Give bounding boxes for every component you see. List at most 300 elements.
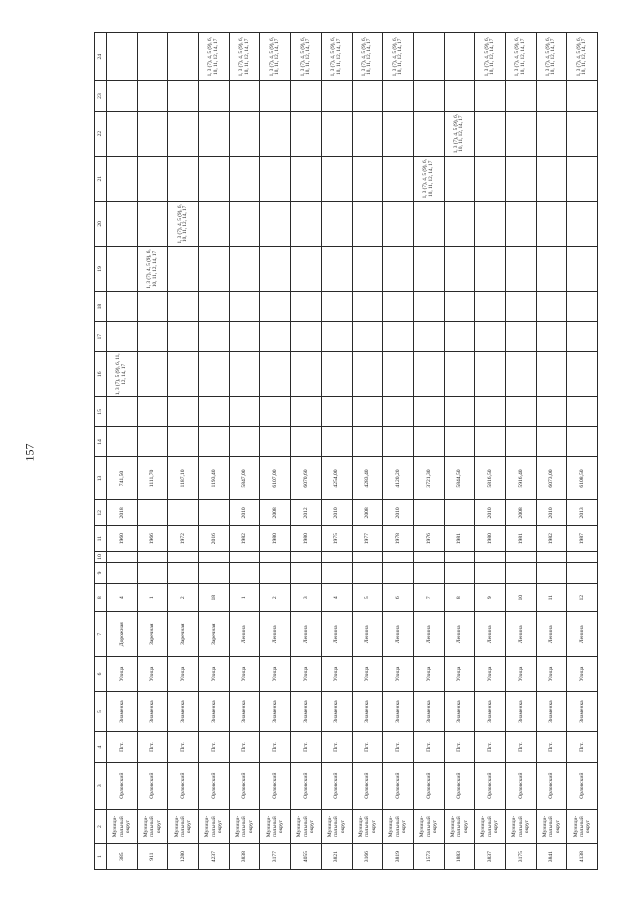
empty-cell-17 [199, 322, 230, 352]
empty-cell-15 [168, 397, 199, 427]
empty-cell-14 [567, 427, 598, 457]
year-built: 1960 [107, 526, 138, 552]
empty-cell-9 [229, 562, 260, 583]
record-id: 4237 [199, 844, 230, 870]
settlement-name: Знаменка [168, 691, 199, 732]
empty-cell-20 [413, 201, 444, 246]
year-updated: 2008 [352, 500, 383, 526]
empty-cell-19 [536, 246, 567, 291]
year-built: 1980 [291, 526, 322, 552]
table-row [260, 33, 291, 870]
street-name: Ленина [505, 612, 536, 657]
record-id: 3838 [229, 844, 260, 870]
district-name: Орловский [229, 762, 260, 809]
empty-cell-19 [229, 246, 260, 291]
municipality-type: Муници-пальный округ [168, 809, 199, 843]
empty-cell-17 [291, 322, 322, 352]
empty-cell-23 [107, 81, 138, 111]
empty-cell-19 [567, 246, 598, 291]
settlement-name: Знаменка [291, 691, 322, 732]
table-row [413, 33, 444, 870]
work-types-note: 1, 3 (7), 4, 5 (9), 6, 10, 11, 12, 14, 17 [567, 33, 598, 81]
street-type: Улица [321, 657, 352, 691]
empty-cell-23 [505, 81, 536, 111]
street-name: Ленина [567, 612, 598, 657]
empty-cell-15 [444, 397, 475, 427]
empty-cell-18 [475, 292, 506, 322]
empty-cell-16 [229, 352, 260, 397]
settlement-type: Пгт. [137, 732, 168, 762]
floor-area: 6108,50 [567, 457, 598, 500]
floor-area: 5916,40 [505, 457, 536, 500]
empty-cell-23 [137, 81, 168, 111]
house-number: 11 [536, 584, 567, 612]
year-updated [413, 500, 444, 526]
settlement-type: Пгт. [321, 732, 352, 762]
year-built: 2016 [199, 526, 230, 552]
floor-area: 5847,00 [229, 457, 260, 500]
empty-cell-24 [444, 33, 475, 81]
record-id: 385 [107, 844, 138, 870]
empty-cell-9 [260, 562, 291, 583]
empty-cell-21 [475, 156, 506, 201]
empty-cell-16 [383, 352, 414, 397]
column-header-6: 6 [95, 657, 107, 691]
year-updated: 2010 [475, 500, 506, 526]
house-number: 4 [321, 584, 352, 612]
year-updated: 2013 [567, 500, 598, 526]
empty-cell-24 [413, 33, 444, 81]
empty-cell-19 [352, 246, 383, 291]
empty-cell-21 [137, 156, 168, 201]
column-header-17: 17 [95, 322, 107, 352]
empty-cell-10 [413, 552, 444, 563]
column-header-9: 9 [95, 562, 107, 583]
empty-cell-14 [168, 427, 199, 457]
municipality-type: Муници-пальный округ [413, 809, 444, 843]
empty-cell-18 [168, 292, 199, 322]
settlement-type: Пгт. [383, 732, 414, 762]
street-type: Улица [536, 657, 567, 691]
floor-area: 4283,40 [352, 457, 383, 500]
empty-cell-15 [352, 397, 383, 427]
column-header-21: 21 [95, 156, 107, 201]
empty-cell-9 [567, 562, 598, 583]
house-number: 10 [505, 584, 536, 612]
column-header-2: 2 [95, 809, 107, 843]
record-id: 3837 [475, 844, 506, 870]
street-type: Улица [137, 657, 168, 691]
record-id: 4055 [291, 844, 322, 870]
work-types-note: 1, 3 (7), 4, 5 (9), 6, 10, 11, 12, 14, 17 [444, 111, 475, 156]
empty-cell-18 [567, 292, 598, 322]
empty-cell-23 [444, 81, 475, 111]
empty-cell-22 [536, 111, 567, 156]
year-updated: 2008 [260, 500, 291, 526]
empty-cell-18 [199, 292, 230, 322]
empty-cell-16 [321, 352, 352, 397]
floor-area: 6070,60 [291, 457, 322, 500]
empty-cell-16 [199, 352, 230, 397]
column-number-row [95, 33, 107, 870]
settlement-name: Знаменка [413, 691, 444, 732]
municipality-type: Муници-пальный округ [229, 809, 260, 843]
empty-cell-17 [321, 322, 352, 352]
empty-cell-18 [321, 292, 352, 322]
street-name: Ленина [260, 612, 291, 657]
year-built: 1978 [383, 526, 414, 552]
floor-area: 6073,00 [536, 457, 567, 500]
street-type: Улица [413, 657, 444, 691]
floor-area: 741,50 [107, 457, 138, 500]
empty-cell-20 [321, 201, 352, 246]
empty-cell-24 [168, 33, 199, 81]
empty-cell-15 [229, 397, 260, 427]
record-id: 1280 [168, 844, 199, 870]
empty-cell-23 [475, 81, 506, 111]
empty-cell-9 [168, 562, 199, 583]
settlement-type: Пгт. [107, 732, 138, 762]
empty-cell-10 [107, 552, 138, 563]
empty-cell-21 [352, 156, 383, 201]
empty-cell-24 [137, 33, 168, 81]
empty-cell-23 [229, 81, 260, 111]
empty-cell-17 [229, 322, 260, 352]
street-type: Улица [475, 657, 506, 691]
house-number: 12 [567, 584, 598, 612]
column-header-22: 22 [95, 111, 107, 156]
empty-cell-20 [199, 201, 230, 246]
empty-cell-15 [413, 397, 444, 427]
street-type: Улица [444, 657, 475, 691]
district-name: Орловский [475, 762, 506, 809]
settlement-type: Пгт. [229, 732, 260, 762]
district-name: Орловский [505, 762, 536, 809]
house-number: 9 [475, 584, 506, 612]
empty-cell-17 [536, 322, 567, 352]
empty-cell-14 [321, 427, 352, 457]
municipality-type: Муници-пальный округ [536, 809, 567, 843]
year-updated: 2010 [383, 500, 414, 526]
column-header-11: 11 [95, 526, 107, 552]
table-row [536, 33, 567, 870]
empty-cell-10 [567, 552, 598, 563]
empty-cell-23 [567, 81, 598, 111]
empty-cell-19 [383, 246, 414, 291]
work-types-note: 1, 3 (7), 4, 5 (9), 6, 10, 11, 12, 14, 17 [260, 33, 291, 81]
settlement-name: Знаменка [444, 691, 475, 732]
street-name: Ленина [444, 612, 475, 657]
table-row [444, 33, 475, 870]
year-built: 1966 [137, 526, 168, 552]
work-types-note: 1, 3 (7), 4, 5 (9), 6, 10, 11, 12, 14, 17 [383, 33, 414, 81]
street-type: Улица [168, 657, 199, 691]
empty-cell-10 [291, 552, 322, 563]
empty-cell-14 [475, 427, 506, 457]
empty-cell-18 [260, 292, 291, 322]
district-name: Орловский [107, 762, 138, 809]
empty-cell-23 [352, 81, 383, 111]
floor-area: 5844,50 [444, 457, 475, 500]
year-built: 1981 [505, 526, 536, 552]
year-built: 1987 [567, 526, 598, 552]
empty-cell-23 [413, 81, 444, 111]
settlement-type: Пгт. [475, 732, 506, 762]
table-row [475, 33, 506, 870]
floor-area: 1111,70 [137, 457, 168, 500]
house-number: 1 [137, 584, 168, 612]
street-type: Улица [291, 657, 322, 691]
empty-cell-22 [168, 111, 199, 156]
settlement-type: Пгт. [168, 732, 199, 762]
empty-cell-14 [352, 427, 383, 457]
empty-cell-24 [107, 33, 138, 81]
table-row [137, 33, 168, 870]
year-built: 1981 [444, 526, 475, 552]
record-id: 1573 [413, 844, 444, 870]
district-name: Орловский [291, 762, 322, 809]
settlement-name: Знаменка [321, 691, 352, 732]
house-number: 3 [291, 584, 322, 612]
empty-cell-19 [199, 246, 230, 291]
street-name: Ленина [321, 612, 352, 657]
empty-cell-18 [536, 292, 567, 322]
empty-cell-20 [260, 201, 291, 246]
empty-cell-14 [260, 427, 291, 457]
work-types-note: 1, 3 (7), 4, 5 (9), 6, 10, 11, 12, 14, 17 [536, 33, 567, 81]
empty-cell-15 [321, 397, 352, 427]
house-number: 18 [199, 584, 230, 612]
settlement-name: Знаменка [383, 691, 414, 732]
floor-area: 6107,00 [260, 457, 291, 500]
record-id: 911 [137, 844, 168, 870]
empty-cell-21 [168, 156, 199, 201]
column-header-5: 5 [95, 691, 107, 732]
year-updated [444, 500, 475, 526]
empty-cell-21 [321, 156, 352, 201]
empty-cell-22 [321, 111, 352, 156]
column-header-3: 3 [95, 762, 107, 809]
empty-cell-21 [505, 156, 536, 201]
settlement-type: Пгт. [444, 732, 475, 762]
empty-cell-9 [444, 562, 475, 583]
house-number: 8 [444, 584, 475, 612]
empty-cell-18 [291, 292, 322, 322]
municipality-type: Муници-пальный округ [291, 809, 322, 843]
empty-cell-20 [352, 201, 383, 246]
settlement-name: Знаменка [229, 691, 260, 732]
empty-cell-14 [413, 427, 444, 457]
empty-cell-10 [229, 552, 260, 563]
empty-cell-21 [536, 156, 567, 201]
settlement-type: Пгт. [505, 732, 536, 762]
street-type: Улица [199, 657, 230, 691]
floor-area: 4254,00 [321, 457, 352, 500]
district-name: Орловский [260, 762, 291, 809]
empty-cell-10 [505, 552, 536, 563]
empty-cell-22 [291, 111, 322, 156]
empty-cell-22 [260, 111, 291, 156]
work-types-note: 1, 3 (7), 4, 5 (9), 6, 10, 11, 12, 14, 17 [291, 33, 322, 81]
empty-cell-9 [383, 562, 414, 583]
settlement-name: Знаменка [199, 691, 230, 732]
table-body [107, 33, 598, 870]
house-number: 2 [260, 584, 291, 612]
empty-cell-9 [107, 562, 138, 583]
empty-cell-17 [107, 322, 138, 352]
empty-cell-19 [168, 246, 199, 291]
empty-cell-20 [291, 201, 322, 246]
empty-cell-16 [536, 352, 567, 397]
year-updated [199, 500, 230, 526]
district-name: Орловский [199, 762, 230, 809]
street-name: Ленина [536, 612, 567, 657]
year-built: 1975 [321, 526, 352, 552]
empty-cell-22 [475, 111, 506, 156]
empty-cell-9 [413, 562, 444, 583]
table-row [291, 33, 322, 870]
empty-cell-16 [413, 352, 444, 397]
street-name: Ленина [413, 612, 444, 657]
empty-cell-14 [291, 427, 322, 457]
street-type: Улица [260, 657, 291, 691]
column-header-12: 12 [95, 500, 107, 526]
empty-cell-18 [444, 292, 475, 322]
empty-cell-23 [536, 81, 567, 111]
empty-cell-20 [229, 201, 260, 246]
empty-cell-18 [383, 292, 414, 322]
municipality-type: Муници-пальный округ [321, 809, 352, 843]
floor-area: 3721,30 [413, 457, 444, 500]
empty-cell-22 [137, 111, 168, 156]
floor-area: 1187,10 [168, 457, 199, 500]
empty-cell-14 [383, 427, 414, 457]
street-type: Улица [229, 657, 260, 691]
empty-cell-23 [321, 81, 352, 111]
empty-cell-9 [352, 562, 383, 583]
table-row [107, 33, 138, 870]
settlement-name: Знаменка [536, 691, 567, 732]
empty-cell-15 [505, 397, 536, 427]
house-number: 6 [383, 584, 414, 612]
year-built: 1982 [229, 526, 260, 552]
empty-cell-16 [137, 352, 168, 397]
empty-cell-21 [383, 156, 414, 201]
record-id: 3177 [260, 844, 291, 870]
settlement-type: Пгт. [291, 732, 322, 762]
work-types-note: 1, 3 (7), 4, 5 (9), 6, 10, 11, 12, 14, 17 [199, 33, 230, 81]
empty-cell-15 [199, 397, 230, 427]
empty-cell-14 [229, 427, 260, 457]
district-name: Орловский [536, 762, 567, 809]
empty-cell-10 [444, 552, 475, 563]
street-type: Улица [505, 657, 536, 691]
street-name: Ленина [229, 612, 260, 657]
year-updated [137, 500, 168, 526]
empty-cell-17 [475, 322, 506, 352]
column-header-4: 4 [95, 732, 107, 762]
table-row [383, 33, 414, 870]
empty-cell-22 [229, 111, 260, 156]
empty-cell-17 [505, 322, 536, 352]
empty-cell-21 [444, 156, 475, 201]
empty-cell-16 [168, 352, 199, 397]
empty-cell-18 [505, 292, 536, 322]
column-header-7: 7 [95, 612, 107, 657]
empty-cell-10 [260, 552, 291, 563]
empty-cell-22 [199, 111, 230, 156]
empty-cell-14 [505, 427, 536, 457]
empty-cell-9 [505, 562, 536, 583]
empty-cell-21 [229, 156, 260, 201]
empty-cell-20 [444, 201, 475, 246]
empty-cell-14 [199, 427, 230, 457]
municipality-type: Муници-пальный округ [567, 809, 598, 843]
column-header-16: 16 [95, 352, 107, 397]
empty-cell-20 [475, 201, 506, 246]
settlement-name: Знаменка [505, 691, 536, 732]
empty-cell-16 [444, 352, 475, 397]
street-type: Улица [352, 657, 383, 691]
settlement-type: Пгт. [352, 732, 383, 762]
empty-cell-17 [352, 322, 383, 352]
empty-cell-16 [475, 352, 506, 397]
district-name: Орловский [321, 762, 352, 809]
district-name: Орловский [567, 762, 598, 809]
empty-cell-15 [137, 397, 168, 427]
empty-cell-10 [321, 552, 352, 563]
empty-cell-15 [475, 397, 506, 427]
empty-cell-15 [567, 397, 598, 427]
empty-cell-17 [567, 322, 598, 352]
street-name: Ленина [352, 612, 383, 657]
street-name: Ленина [475, 612, 506, 657]
settlement-name: Знаменка [107, 691, 138, 732]
year-built: 1982 [536, 526, 567, 552]
empty-cell-9 [475, 562, 506, 583]
empty-cell-10 [199, 552, 230, 563]
record-id: 3819 [383, 844, 414, 870]
year-built: 1980 [475, 526, 506, 552]
empty-cell-10 [536, 552, 567, 563]
empty-cell-19 [321, 246, 352, 291]
empty-cell-23 [383, 81, 414, 111]
street-name: Ленина [383, 612, 414, 657]
empty-cell-16 [291, 352, 322, 397]
district-name: Орловский [352, 762, 383, 809]
table-row [168, 33, 199, 870]
empty-cell-16 [260, 352, 291, 397]
house-number: 5 [352, 584, 383, 612]
empty-cell-19 [444, 246, 475, 291]
empty-cell-15 [536, 397, 567, 427]
empty-cell-17 [168, 322, 199, 352]
empty-cell-15 [383, 397, 414, 427]
empty-cell-22 [567, 111, 598, 156]
settlement-name: Знаменка [352, 691, 383, 732]
empty-cell-21 [567, 156, 598, 201]
empty-cell-14 [444, 427, 475, 457]
floor-area: 1193,40 [199, 457, 230, 500]
empty-cell-19 [505, 246, 536, 291]
empty-cell-21 [199, 156, 230, 201]
table-row [352, 33, 383, 870]
settlement-type: Пгт. [536, 732, 567, 762]
empty-cell-15 [291, 397, 322, 427]
settlement-name: Знаменка [567, 691, 598, 732]
work-types-note: 1, 3 (7), 4, 5 (9), 6, 10, 11, 12, 14, 17 [229, 33, 260, 81]
empty-cell-10 [137, 552, 168, 563]
